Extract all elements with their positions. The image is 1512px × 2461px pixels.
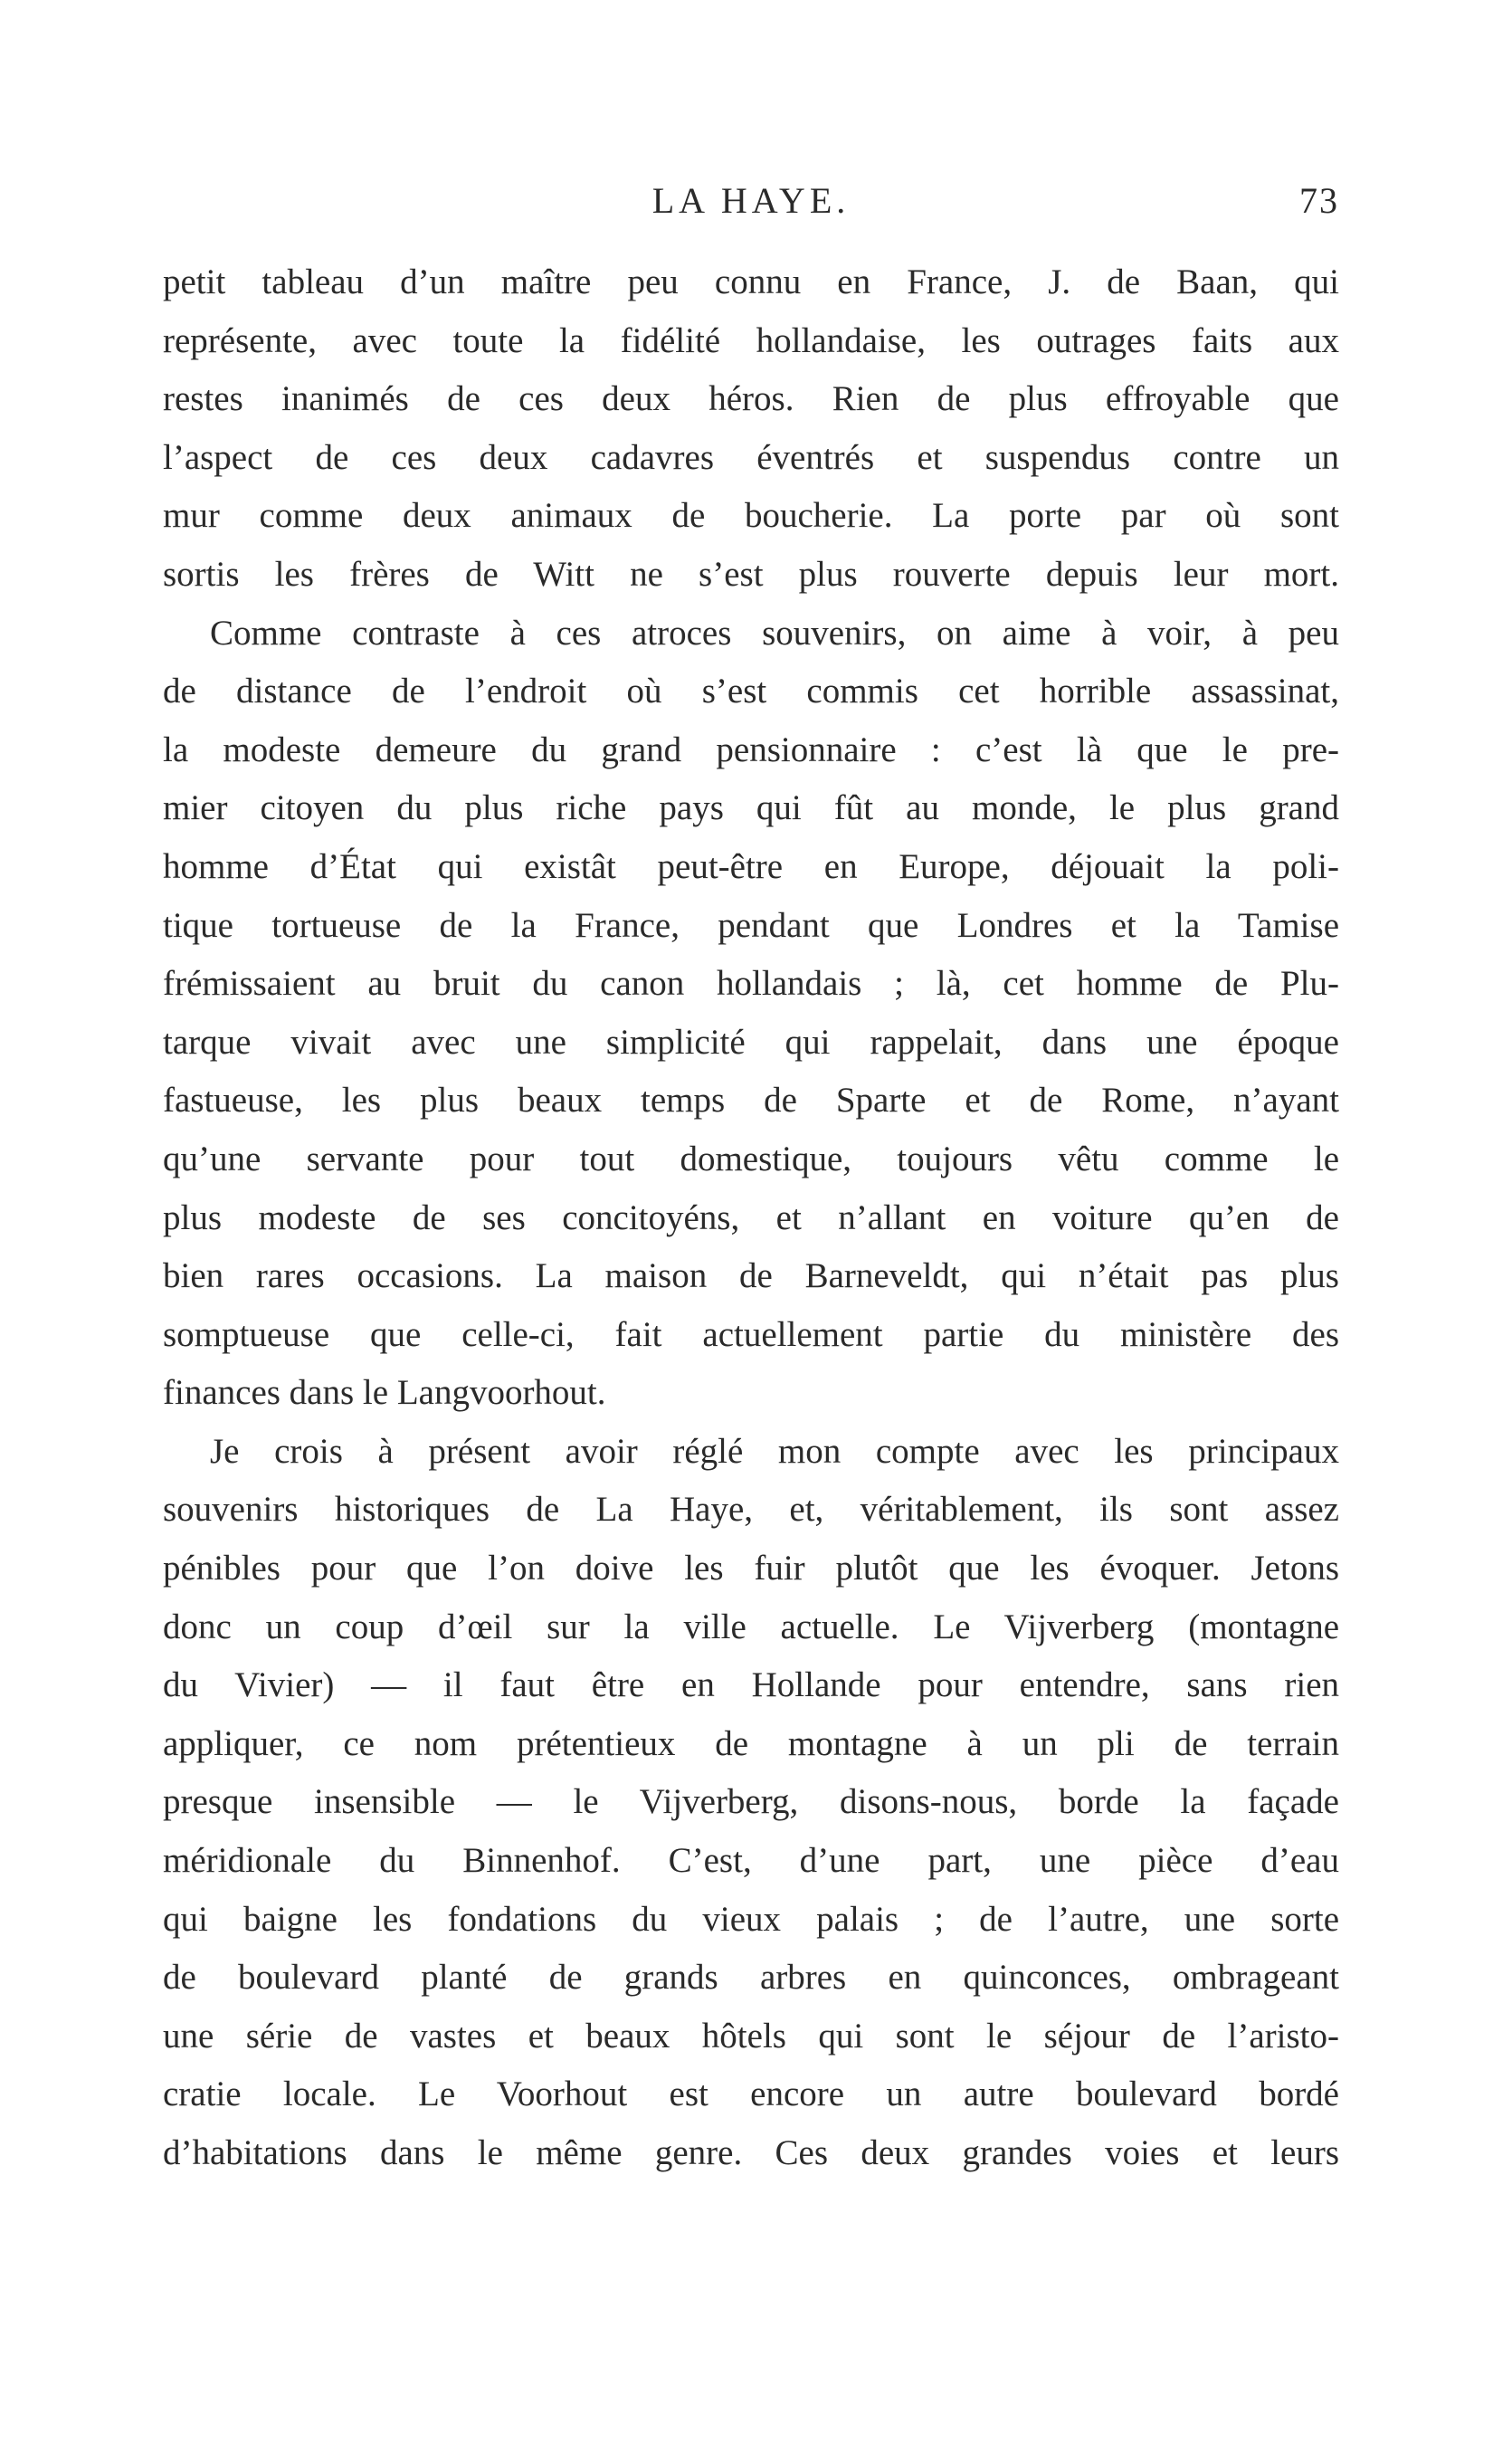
- text-line: pénibles pour que l’on doive les fuir plutôt que les évoquer. Jetons: [163, 1549, 1339, 1588]
- body-text: [163, 253, 1339, 2183]
- text-line: l’aspect de ces deux cadavres éventrés et suspendus contre un: [163, 437, 1339, 477]
- text-line: Comme contraste à ces atroces souvenirs, on aime à voir, à peu: [210, 613, 1339, 653]
- paragraph-3: [163, 1423, 1339, 2183]
- text-line: mur comme deux animaux de boucherie. La porte par où sont: [163, 496, 1339, 536]
- text-line: petit tableau d’un maître peu connu en France, J. de Baan, qui: [163, 262, 1339, 301]
- text-line: de boulevard planté de grands arbres en quinconces, ombrageant: [163, 1958, 1339, 1998]
- text-line: finances dans le Langvoorhout.: [163, 1373, 606, 1413]
- paragraph-2: [163, 605, 1339, 1423]
- text-line: représente, avec toute la fidélité hollandaise, les outrages faits aux: [163, 320, 1339, 360]
- text-line: la modeste demeure du grand pensionnaire : c’est là que le pre-: [163, 730, 1339, 769]
- text-line: sortis les frères de Witt ne s’est plus rouverte depuis leur mort.: [163, 554, 1339, 594]
- text-line: plus modeste de ses concitoyéns, et n’allant en voiture qu’en de: [163, 1197, 1339, 1237]
- text-line: souvenirs historiques de La Haye, et, véritablement, ils sont assez: [163, 1490, 1339, 1530]
- text-line: restes inanimés de ces deux héros. Rien de plus effroyable que: [163, 379, 1339, 419]
- page-number: 73: [1299, 180, 1339, 221]
- text-line: qui baigne les fondations du vieux palais ; de l’autre, une sorte: [163, 1899, 1339, 1939]
- text-line: mier citoyen du plus riche pays qui fût au monde, le plus grand: [163, 788, 1339, 828]
- text-line: de distance de l’endroit où s’est commis cet horrible assassinat,: [163, 672, 1339, 711]
- text-line: fastueuse, les plus beaux temps de Sparte et de Rome, n’ayant: [163, 1081, 1339, 1121]
- text-line: appliquer, ce nom prétentieux de montagne à un pli de terrain: [163, 1723, 1339, 1763]
- running-title: LA HAYE.: [651, 180, 851, 221]
- text-line: une série de vastes et beaux hôtels qui sont le séjour de l’aristo-: [163, 2016, 1339, 2056]
- text-line: tarque vivait avec une simplicité qui rappelait, dans une époque: [163, 1022, 1339, 1062]
- text-line: somptueuse que celle-ci, fait actuellement partie du ministère des: [163, 1314, 1339, 1354]
- text-line: méridionale du Binnenhof. C’est, d’une part, une pièce d’eau: [163, 1841, 1339, 1881]
- text-line: du Vivier) — il faut être en Hollande pour entendre, sans rien: [163, 1665, 1339, 1705]
- text-line: presque insensible — le Vijverberg, disons-nous, borde la façade: [163, 1782, 1339, 1822]
- text-line: homme d’État qui existât peut-être en Europe, déjouait la poli-: [163, 846, 1339, 886]
- text-line: tique tortueuse de la France, pendant que Londres et la Tamise: [163, 905, 1339, 945]
- text-line: cratie locale. Le Voorhout est encore un autre boulevard bordé: [163, 2075, 1339, 2114]
- text-line: frémissaient au bruit du canon hollandais ; là, cet homme de Plu-: [163, 964, 1339, 1004]
- text-line: donc un coup d’œil sur la ville actuelle. Le Vijverberg (montagne: [163, 1607, 1339, 1646]
- paragraph-1: [163, 253, 1339, 605]
- text-line: d’habitations dans le même genre. Ces deux grandes voies et leurs: [163, 2133, 1339, 2172]
- text-line: qu’une servante pour tout domestique, toujours vêtu comme le: [163, 1139, 1339, 1178]
- text-line: Je crois à présent avoir réglé mon compte avec les principaux: [210, 1431, 1339, 1471]
- running-head: [163, 179, 1339, 234]
- text-line: bien rares occasions. La maison de Barneveldt, qui n’était pas plus: [163, 1256, 1339, 1296]
